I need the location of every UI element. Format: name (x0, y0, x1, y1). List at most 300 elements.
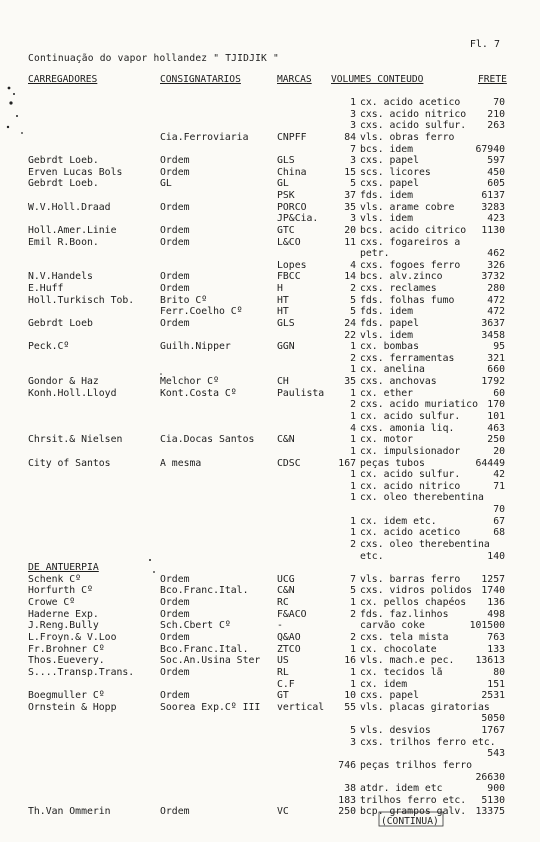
carregador-cell: L.Froyn.& V.Loo (28, 631, 117, 643)
volume-cell: 2 (350, 352, 356, 364)
manifest-row (0, 353, 540, 364)
frete-cell: 1740 (481, 585, 505, 597)
conteudo-cell: bcp. grampos galv. (360, 806, 467, 818)
volume-cell: 1 (350, 527, 356, 539)
conteudo-cell: petr. (360, 248, 390, 260)
frete-cell: 423 (487, 213, 505, 225)
frete-cell: 3637 (481, 317, 505, 329)
manifest-row (0, 574, 540, 585)
frete-cell: 136 (487, 597, 505, 609)
carregador-cell: Chrsit.& Nielsen (28, 434, 123, 446)
marca-cell: Lopes (277, 259, 307, 271)
manifest-row (0, 539, 540, 550)
frete-cell: 1257 (481, 573, 505, 585)
volume-cell: 38 (344, 783, 356, 795)
carregador-cell: DE ANTUERPIA (28, 562, 99, 574)
conteudo-cell: vls. mach.e pec. (360, 655, 455, 667)
consignatario-cell: Ordem (160, 666, 190, 678)
manifest-row (0, 120, 540, 131)
manifest-row (0, 551, 540, 562)
conteudo-cell: cx. tecidos lã (360, 666, 443, 678)
conteudo-cell: vls. desvios (360, 725, 431, 737)
volume-cell: 1 (350, 480, 356, 492)
volume-cell: 1 (350, 341, 356, 353)
volume-cell: 10 (344, 690, 356, 702)
manifest-row (0, 644, 540, 655)
frete-cell: 3732 (481, 271, 505, 283)
consignatario-cell: Brito Cº (160, 294, 208, 306)
manifest-row (0, 481, 540, 492)
frete-cell: 68 (493, 527, 505, 539)
volume-cell: 37 (344, 190, 356, 202)
consignatario-cell: Ordem (160, 608, 190, 620)
marca-cell: HT (277, 306, 289, 318)
manifest-row (0, 783, 540, 794)
marca-cell: F&ACO (277, 608, 307, 620)
manifest-row (0, 632, 540, 643)
conteudo-cell: atdr. idem etc (360, 783, 443, 795)
manifest-row (0, 225, 540, 236)
manifest-row (0, 655, 540, 666)
manifest-row (0, 155, 540, 166)
marca-cell: ZTCO (277, 643, 301, 655)
carregador-cell: City of Santos (28, 457, 111, 469)
frete-cell: 101500 (469, 620, 505, 632)
consignatario-cell: Ordem (160, 317, 190, 329)
volume-cell: 1 (350, 492, 356, 504)
column-header-carregadores: CARREGADORES (28, 74, 98, 85)
manifest-row (0, 527, 540, 538)
consignatario-cell: Ordem (160, 236, 190, 248)
frete-cell: 64449 (475, 457, 505, 469)
manifest-row (0, 702, 540, 713)
frete-cell: 2531 (481, 690, 505, 702)
conteudo-cell: cxs. oleo therebentina (360, 538, 490, 550)
carregador-cell: E.Huff (28, 283, 64, 295)
frete-cell: 71 (493, 480, 505, 492)
manifest-row (0, 306, 540, 317)
frete-cell: 1792 (481, 376, 505, 388)
marca-cell: JP&Cia. (277, 213, 319, 225)
conteudo-cell: fds. idem (360, 190, 414, 202)
consignatario-cell: GL (160, 178, 172, 190)
conteudo-cell: cxs. anchovas (360, 376, 437, 388)
frete-cell: 280 (487, 283, 505, 295)
manifest-row (0, 737, 540, 748)
manifest-row (0, 213, 540, 224)
manifest-row (0, 748, 540, 759)
consignatario-cell: Ferr.Coelho Cº (160, 306, 243, 318)
frete-cell: 95 (493, 341, 505, 353)
manifest-row (0, 760, 540, 771)
carregador-cell: Peck.Cº (28, 341, 70, 353)
column-header-consignatarios: CONSIGNATARIOS (160, 74, 241, 85)
conteudo-cell: bcs. acido citrico (360, 224, 467, 236)
manifest-row (0, 679, 540, 690)
frete-cell: 42 (493, 469, 505, 481)
volume-cell: 5 (350, 178, 356, 190)
consignatario-cell: Ordem (160, 224, 190, 236)
manifest-row (0, 609, 540, 620)
carregador-cell: Schenk Cº (28, 573, 82, 585)
manifest-row (0, 237, 540, 248)
carregador-cell: Fr.Brohner Cº (28, 643, 105, 655)
volume-cell: 2 (350, 631, 356, 643)
manifest-row (0, 458, 540, 469)
volume-cell: 1 (350, 387, 356, 399)
marca-cell: Paulista (277, 387, 325, 399)
marca-cell: US (277, 655, 289, 667)
volume-cell: 11 (344, 236, 356, 248)
conteudo-cell: cx. idem (360, 678, 408, 690)
manifest-row (0, 318, 540, 329)
frete-cell: 463 (487, 422, 505, 434)
volume-cell: 4 (350, 259, 356, 271)
manifest-row (0, 295, 540, 306)
conteudo-cell: cxs. reclames (360, 283, 437, 295)
volume-cell: 1 (350, 666, 356, 678)
consignatario-cell: Guilh.Nipper (160, 341, 231, 353)
manifest-row (0, 167, 540, 178)
marca-cell: GLS (277, 317, 295, 329)
marca-cell: C&N (277, 434, 295, 446)
conteudo-cell: cxs. ferramentas (360, 352, 455, 364)
conteudo-cell: cxs. papel (360, 178, 419, 190)
volume-cell: 3 (350, 213, 356, 225)
consignatario-cell: Ordem (160, 806, 190, 818)
frete-cell: 321 (487, 352, 505, 364)
manifest-row (0, 330, 540, 341)
manifest-row (0, 144, 540, 155)
consignatario-cell: Ordem (160, 201, 190, 213)
column-header-marcas: MARCAS (277, 74, 312, 85)
conteudo-cell: trilhos ferro etc. (360, 794, 467, 806)
volume-cell: 746 (338, 759, 356, 771)
frete-cell: 20 (493, 445, 505, 457)
volume-cell: 1 (350, 445, 356, 457)
conteudo-cell: vls. idem (360, 213, 414, 225)
marca-cell: HT (277, 294, 289, 306)
manifest-row (0, 469, 540, 480)
frete-cell: 263 (487, 120, 505, 132)
carregador-cell: Gebrdt Loeb. (28, 178, 99, 190)
marca-cell: GL (277, 178, 289, 190)
manifest-row (0, 364, 540, 375)
carregador-cell: Konh.Holl.Lloyd (28, 387, 117, 399)
conteudo-cell: peças tubos (360, 457, 425, 469)
frete-cell: 450 (487, 166, 505, 178)
column-header-frete: FRETE (478, 74, 507, 85)
marca-cell: GT (277, 690, 289, 702)
frete-cell: 60 (493, 387, 505, 399)
manifest-row (0, 434, 540, 445)
conteudo-cell: fds. folhas fumo (360, 294, 455, 306)
conteudo-cell: cx. idem etc. (360, 515, 437, 527)
frete-cell: 67 (493, 515, 505, 527)
manifest-row (0, 423, 540, 434)
consignatario-cell: Ordem (160, 283, 190, 295)
volume-cell: 7 (350, 573, 356, 585)
volume-cell: 22 (344, 329, 356, 341)
conteudo-cell: cx. acido sulfur. (360, 411, 461, 422)
volume-cell: 3 (350, 155, 356, 167)
marca-cell: Q&AO (277, 631, 301, 643)
consignatario-cell: Ordem (160, 573, 190, 585)
conteudo-cell: carvão coke (360, 620, 425, 632)
consignatario-cell: A mesma (160, 457, 202, 469)
marca-cell: PORCO (277, 201, 307, 213)
conteudo-cell: etc. (360, 550, 384, 562)
carregador-cell: Thos.Euevery. (28, 655, 105, 667)
manifest-row (0, 795, 540, 806)
consignatario-cell: Kont.Costa Cº (160, 387, 237, 399)
marca-cell: CDSC (277, 457, 301, 469)
carregador-cell: Gebrdt Loeb (28, 317, 93, 329)
marca-cell: C&N (277, 585, 295, 597)
carregador-cell: N.V.Handels (28, 271, 93, 283)
conteudo-cell: cx. bombas (360, 341, 419, 353)
carregador-cell: Th.Van Ommerin (28, 806, 111, 818)
frete-cell: 498 (487, 608, 505, 620)
frete-cell: 900 (487, 783, 505, 795)
manifest-row (0, 620, 540, 631)
section-heading-row (0, 562, 540, 573)
volume-cell: 3 (350, 108, 356, 120)
marca-cell: CH (277, 376, 289, 388)
consignatario-cell: Ordem (160, 166, 190, 178)
consignatario-cell: Soorea Exp.Cº III (160, 701, 261, 713)
frete-cell: 210 (487, 108, 505, 120)
frete-cell: 101 (487, 411, 505, 422)
conteudo-cell: vls. placas giratorias (360, 701, 490, 713)
manifest-row (0, 376, 540, 387)
frete-cell: 6137 (481, 190, 505, 202)
conteudo-cell: fds. faz.linhos (360, 608, 449, 620)
frete-cell: 80 (493, 666, 505, 678)
frete-cell: 543 (487, 748, 505, 760)
frete-cell: 1130 (481, 224, 505, 236)
conteudo-cell: cx. oleo therebentina (360, 492, 484, 504)
manifest-row (0, 725, 540, 736)
carregador-cell: Gebrdt Loeb. (28, 155, 99, 167)
manifest-row (0, 190, 540, 201)
frete-cell: 472 (487, 294, 505, 306)
frete-cell: 70 (493, 504, 505, 516)
manifest-row (0, 585, 540, 596)
conteudo-cell: cxs. vidros polidos (360, 585, 473, 597)
consignatario-cell: Ordem (160, 155, 190, 167)
frete-cell: 660 (487, 364, 505, 376)
volume-cell: 35 (344, 376, 356, 388)
consignatario-cell: Soc.An.Usina Ster (160, 655, 261, 667)
consignatario-cell: Bco.Franc.Ital. (160, 643, 249, 655)
manifest-row (0, 446, 540, 457)
conteudo-cell: cx. chocolate (360, 643, 437, 655)
column-header-volumes-conteudo: VOLUMES CONTEUDO (331, 74, 424, 85)
consignatario-cell: Cia.Ferroviaria (160, 131, 249, 143)
volume-cell: 1 (350, 364, 356, 376)
conteudo-cell: fds. idem (360, 306, 414, 318)
manifest-row (0, 341, 540, 352)
volume-cell: 16 (344, 655, 356, 667)
frete-cell: 763 (487, 631, 505, 643)
manifest-row (0, 713, 540, 724)
volume-cell: 55 (344, 701, 356, 713)
marca-cell: C.F (277, 678, 295, 690)
marca-cell: GLS (277, 155, 295, 167)
consignatario-cell: Sch.Cbert Cº (160, 620, 231, 632)
volume-cell: 5 (350, 306, 356, 318)
manifest-row (0, 690, 540, 701)
manifest-row (0, 516, 540, 527)
consignatario-cell: Bco.Franc.Ital. (160, 585, 249, 597)
marca-cell: PSK (277, 190, 295, 202)
marca-cell: GGN (277, 341, 295, 353)
marca-cell: L&CO (277, 236, 301, 248)
carregador-cell: Boegmuller Cº (28, 690, 105, 702)
frete-cell: 462 (487, 248, 505, 260)
conteudo-cell: cx. acido acetico (360, 97, 461, 108)
conteudo-cell: cxs. tela mista (360, 631, 449, 643)
carregador-cell: Holl.Amer.Linie (28, 224, 117, 236)
carregador-cell: Holl.Turkisch Tob. (28, 294, 135, 306)
marca-cell: vertical (277, 701, 325, 713)
volume-cell: 1 (350, 97, 356, 108)
consignatario-cell: Melchor Cº (160, 376, 219, 388)
volume-cell: 14 (344, 271, 356, 283)
manifest-row (0, 109, 540, 120)
volume-cell: 1 (350, 515, 356, 527)
ink-dot (8, 87, 11, 90)
conteudo-cell: bcs. alv.zinco (360, 271, 443, 283)
conteudo-cell: cx. motor (360, 434, 414, 446)
volume-cell: 4 (350, 422, 356, 434)
carregador-cell: J.Reng.Bully (28, 620, 99, 632)
frete-cell: 250 (487, 434, 505, 446)
conteudo-cell: peças trilhos ferro (360, 759, 473, 771)
marca-cell: CNPFF (277, 131, 307, 143)
volume-cell: 3 (350, 736, 356, 748)
frete-cell: 605 (487, 178, 505, 190)
document-title: Continuação do vapor hollandez " TJIDJIK " (28, 53, 279, 64)
volume-cell: 250 (338, 806, 356, 818)
conteudo-cell: cxs. papel (360, 690, 419, 702)
conteudo-cell: vls. idem (360, 329, 414, 341)
conteudo-cell: vls. arame cobre (360, 201, 455, 213)
marca-cell: China (277, 166, 307, 178)
manifest-row (0, 178, 540, 189)
manifest-row (0, 597, 540, 608)
volume-cell: 1 (350, 469, 356, 481)
conteudo-cell: bcs. idem (360, 143, 414, 155)
conteudo-cell: cxs. amonia liq. (360, 422, 455, 434)
marca-cell: - (277, 620, 283, 632)
conteudo-cell: cx. acido sulfur. (360, 469, 461, 481)
volume-cell: 2 (350, 283, 356, 295)
marca-cell: RC (277, 597, 289, 609)
conteudo-cell: cx. acido nitrico (360, 480, 461, 492)
carregador-cell: Horfurth Cº (28, 585, 93, 597)
manifest-row (0, 399, 540, 410)
volume-cell: 1 (350, 411, 356, 422)
manifest-row (0, 97, 540, 108)
volume-cell: 5 (350, 294, 356, 306)
volume-cell: 15 (344, 166, 356, 178)
volume-cell: 84 (344, 131, 356, 143)
volume-cell: 1 (350, 434, 356, 446)
manifest-row (0, 411, 540, 422)
frete-cell: 1767 (481, 725, 505, 737)
manifest-row (0, 492, 540, 503)
carregador-cell: Gondor & Haz (28, 376, 99, 388)
conteudo-cell: cxs. acido sulfur. (360, 120, 467, 132)
manifest-row (0, 132, 540, 143)
conteudo-cell: cxs. fogoes ferro (360, 259, 461, 271)
frete-cell: 597 (487, 155, 505, 167)
frete-cell: 133 (487, 643, 505, 655)
manifest-row (0, 248, 540, 259)
volume-cell: 2 (350, 399, 356, 411)
continua-note: (CONTINUA) (381, 816, 439, 827)
conteudo-cell: cx. anelina (360, 364, 425, 376)
frete-cell: 3283 (481, 201, 505, 213)
volume-cell: 35 (344, 201, 356, 213)
manifest-row (0, 504, 540, 515)
carregador-cell: Ornstein & Hopp (28, 701, 117, 713)
marca-cell: UCG (277, 573, 295, 585)
frete-cell: 13375 (475, 806, 505, 818)
conteudo-cell: cx. pellos chapéos (360, 597, 467, 609)
manifest-row (0, 806, 540, 817)
conteudo-cell: cxs. papel (360, 155, 419, 167)
carregador-cell: W.V.Holl.Draad (28, 201, 111, 213)
manifest-row (0, 260, 540, 271)
conteudo-cell: scs. licores (360, 166, 431, 178)
frete-cell: 26630 (475, 771, 505, 783)
consignatario-cell: Ordem (160, 690, 190, 702)
frete-cell: 170 (487, 399, 505, 411)
manifest-row (0, 772, 540, 783)
volume-cell: 5 (350, 725, 356, 737)
volume-cell: 1 (350, 643, 356, 655)
consignatario-cell: Ordem (160, 631, 190, 643)
frete-cell: 3458 (481, 329, 505, 341)
carregador-cell: S....Transp.Trans. (28, 666, 135, 678)
carregador-cell: Haderne Exp. (28, 608, 99, 620)
carregador-cell: Erven Lucas Bols (28, 166, 123, 178)
volume-cell: 3 (350, 120, 356, 132)
volume-cell: 183 (338, 794, 356, 806)
manifest-row (0, 667, 540, 678)
conteudo-cell: vls. obras ferro (360, 131, 455, 143)
conteudo-cell: vls. barras ferro (360, 573, 461, 585)
conteudo-cell: fds. papel (360, 317, 419, 329)
manifest-row (0, 283, 540, 294)
carregador-cell: Emil R.Boon. (28, 236, 99, 248)
conteudo-cell: cxs. acido muriatico (360, 399, 478, 411)
frete-cell: 5050 (481, 713, 505, 725)
page-number: Fl. 7 (469, 39, 500, 50)
volume-cell: 7 (350, 143, 356, 155)
volume-cell: 20 (344, 224, 356, 236)
volume-cell: 167 (338, 457, 356, 469)
frete-cell: 67940 (475, 143, 505, 155)
frete-cell: 13613 (475, 655, 505, 667)
frete-cell: 140 (487, 550, 505, 562)
manifest-row (0, 202, 540, 213)
conteudo-cell: cxs. acido nitrico (360, 108, 467, 120)
frete-cell: 70 (493, 97, 505, 108)
